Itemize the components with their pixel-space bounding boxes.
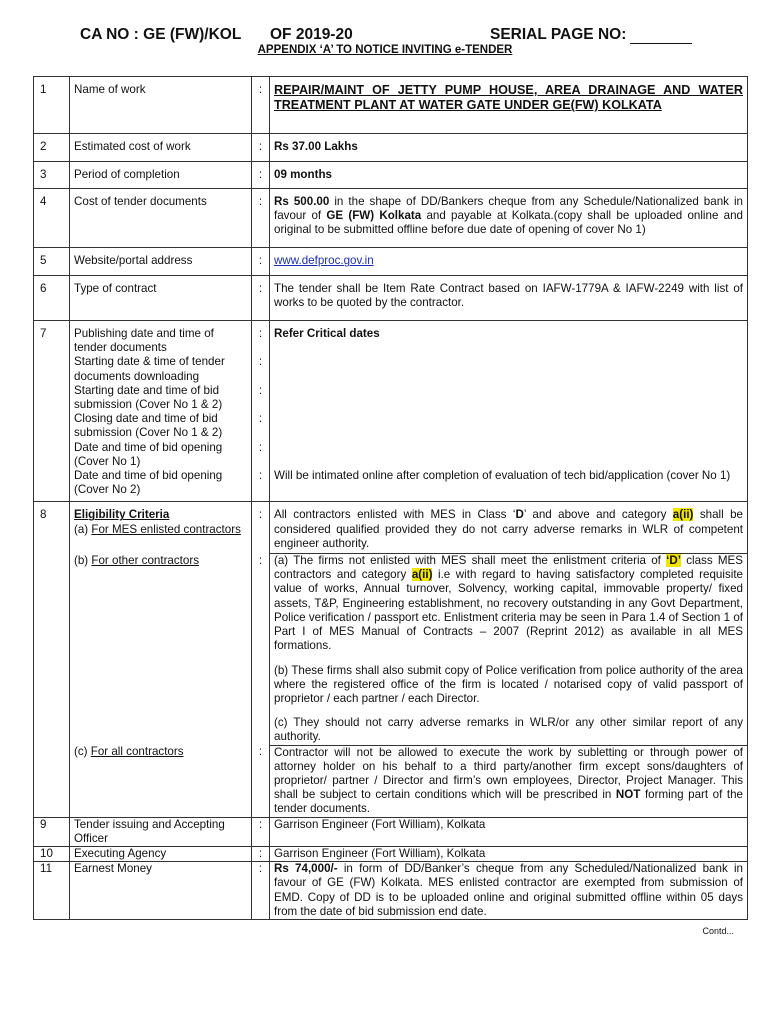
name-of-work-value [270,77,748,134]
all-contractors-value [270,745,748,817]
accepting-officer-value: Garrison Engineer (Fort William), Kolkata [270,817,748,846]
row-number: 4 [34,188,70,248]
row-label: Type of contract [70,275,252,320]
serial-page-label: SERIAL PAGE NO: [490,26,627,43]
criteria-text: i.e with regard to having satisfactory completed requisite value of works, Annual turnover, Solvency, working capital, immovable property/ fixed assets, T&P, Engineering establishment, no recovery outstanding in any Govt Department, Police verification / passport etc. Enlistment criteria may be seen in Para 1.4 of Section 1 of Part I of MES Manual of Contracts – 2007 (Reprint 2012) as available in all MES formations. [274,568,743,653]
portal-link[interactable]: www.defproc.gov.in [274,254,374,268]
emd-amount: Rs 74,000/- [274,862,338,876]
ca-number: CA NO : GE (FW)/KOL [80,26,242,43]
row-label: Period of completion [70,161,252,188]
row-label: Publishing date and time of tender documents [70,321,252,356]
eligibility-sub-label [70,745,252,817]
row-label: Executing Agency [70,846,252,861]
class-value: D [515,508,524,522]
table-row [34,188,748,248]
row-label: Earnest Money [70,862,252,920]
payee-name: GE (FW) Kolkata [326,209,422,223]
row-label: Name of work [70,77,252,134]
table-row [34,355,748,383]
row-number: 11 [34,862,70,920]
row-label: Date and time of bid opening (Cover No 1) [70,441,252,469]
row-colon: : [252,469,270,502]
criteria-text: (a) The firms not enlisted with MES shall meet the enlistment criteria of [274,554,667,568]
criteria-text: All contractors enlisted with MES in Class ‘ [274,508,516,522]
row-colon: : [252,77,270,134]
financial-year: OF 2019-20 [270,26,353,43]
row-colon: : [252,275,270,320]
table-row [34,745,748,817]
table-row [34,134,748,161]
tender-details-table [33,76,748,920]
category-highlight: a(ii) [672,508,694,522]
row-colon: : [252,554,270,745]
header-line [80,26,692,44]
criteria-text: class MES contractors and category [274,554,744,582]
class-highlight: ‘D’ [666,554,681,568]
row-colon: : [252,817,270,846]
category-highlight: a(ii) [411,568,433,582]
table-row [34,384,748,412]
row-number: 6 [34,275,70,320]
earnest-money-value [270,862,748,920]
row-colon: : [252,412,270,440]
row-number: 7 [34,321,70,356]
table-row [34,502,748,554]
tender-fee-text: and payable at Kolkata.(copy shall be uploaded online and original to be submitted offline before due date of opening of cover No 1) [274,209,743,237]
criteria-paragraph: (c) They should not carry adverse remarks in WLR/or any other similar report of any authority. [274,716,743,744]
tender-fee-amount: Rs 500.00 [274,194,330,208]
sub-label-text: For other contractors [91,553,199,567]
row-label: Estimated cost of work [70,134,252,161]
row-colon: : [252,161,270,188]
row-colon: : [252,502,270,554]
tender-document-cost-value [270,188,748,248]
continued-note: Contd... [702,926,734,936]
criteria-text: forming part of the tender documents. [274,788,744,816]
name-of-work-text: REPAIR/MAINT OF JETTY PUMP HOUSE, AREA DRAINAGE AND WATER TREATMENT PLANT AT WATER GATE UNDER GE(FW) KOLKATA [274,83,743,113]
row-colon: : [252,862,270,920]
row-label: Starting date & time of tender documents downloading [70,355,252,383]
eligibility-title: Eligibility Criteria [74,508,170,522]
table-row [34,412,748,440]
table-row [34,469,748,502]
emphasis-not: NOT [615,788,641,802]
row-colon: : [252,441,270,469]
sub-label-text: For MES enlisted contractors [91,522,241,536]
row-number: 2 [34,134,70,161]
contract-type-value: The tender shall be Item Rate Contract based on IAFW-1779A & IAFW-2249 with list of works to be quoted by the contractor. [270,275,748,320]
criteria-text: ’ and above and category [523,508,673,522]
row-colon: : [252,384,270,412]
table-row [34,862,748,920]
other-contractors-value [270,554,748,745]
row-number: 5 [34,248,70,275]
executing-agency-value: Garrison Engineer (Fort William), Kolkata [270,846,748,861]
portal-address-value [270,248,748,275]
criteria-text: shall be considered qualified provided they do not carry adverse remarks in WLR of competent engineer authority. [274,508,743,550]
row-colon: : [252,188,270,248]
row-colon: : [252,248,270,275]
row-label: Cost of tender documents [70,188,252,248]
table-row [34,161,748,188]
row-label: Starting date and time of bid submission (Cover No 1 & 2) [70,384,252,412]
criteria-text: Contractor will not be allowed to execute the work by subletting or through power of attorney holder on his behalf to a third party/another firm except sons/daughters of proprietor/ partner / Director and firm’s own employees, Director, Project Manager. This shall be subject to certain conditions which will be prescribed in [274,745,743,802]
estimated-cost-value: Rs 37.00 Lakhs [270,134,748,161]
period-of-completion-value: 09 months [270,161,748,188]
row-number: 1 [34,77,70,134]
row-label: Closing date and time of bid submission (Cover No 1 & 2) [70,412,252,440]
table-row [34,248,748,275]
table-row [34,441,748,469]
serial-page-blank [630,29,692,44]
table-row [34,817,748,846]
sub-label-prefix: (b) [74,553,92,567]
criteria-paragraph [274,554,743,653]
sub-label-prefix: (c) [74,745,91,759]
document-subtitle: APPENDIX ‘A’ TO NOTICE INVITING e-TENDER [257,44,513,56]
row-colon: : [252,745,270,817]
sub-label-text: For all contractors [90,745,184,759]
sub-label-prefix: (a) [74,522,92,536]
row-label: Date and time of bid opening (Cover No 2) [70,469,252,502]
mes-enlisted-value [270,502,748,554]
row-number: 3 [34,161,70,188]
table-row [34,275,748,320]
eligibility-label [70,502,252,554]
row-label: Website/portal address [70,248,252,275]
table-row [34,321,748,356]
emd-text: in form of DD/Banker’s cheque from any Scheduled/Nationalized bank in favour of GE (FW) Kolkata. MES enlisted contractor are exempted from submission of EMD. Copy of DD is to be uploaded online and original submitted offline within 05 days from the date of bid submission end date. [274,862,743,918]
row-number: 10 [34,846,70,861]
eligibility-sub-label [70,554,252,745]
row-colon: : [252,134,270,161]
table-row [34,77,748,134]
critical-dates-value: Refer Critical dates [270,321,748,356]
table-row [34,554,748,745]
row-number: 9 [34,817,70,846]
table-row [34,846,748,861]
eligibility-sub-label [74,523,247,537]
row-colon: : [252,846,270,861]
tender-fee-text: in the shape of DD/Bankers cheque from any Schedule/Nationalized bank in favour of [274,194,743,223]
row-label: Tender issuing and Accepting Officer [70,817,252,846]
cover2-opening-value: Will be intimated online after completion of evaluation of tech bid/application (cover No 1) [270,469,748,502]
row-colon: : [252,321,270,356]
row-number: 8 [34,502,70,554]
row-colon: : [252,355,270,383]
criteria-paragraph: (b) These firms shall also submit copy of Police verification from police authority of the area where the registered office of the firm is located / notarised copy of valid passport of proprietor / each partner / each Director. [274,663,743,705]
